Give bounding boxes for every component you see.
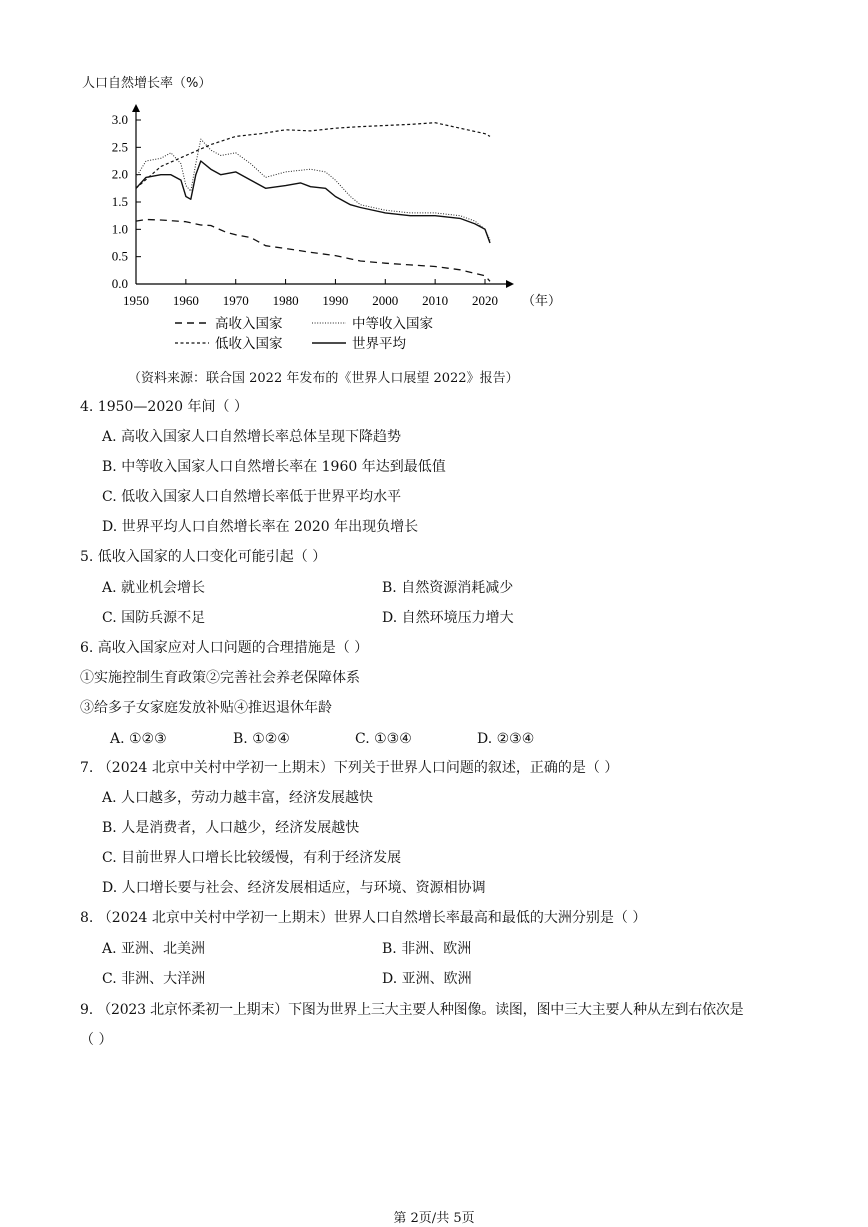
legend-label-3: 低收入国家 — [215, 336, 283, 351]
x-tick-label: 2010 — [422, 293, 449, 308]
question-6-option-a: A. ①②③ — [110, 731, 167, 747]
x-tick-label: 1970 — [222, 293, 249, 308]
x-tick-label: 1990 — [322, 293, 349, 308]
question-8-option-b: B. 非洲、欧洲 — [382, 941, 472, 957]
legend-label-2: 中等收入国家 — [352, 316, 433, 331]
y-tick-label: 2.0 — [111, 166, 128, 182]
question-8-stem: 8. （2024 北京中关村中学初一上期末）世界人口自然增长率最高和最低的大洲分别是（ ） — [80, 910, 647, 926]
question-6-item-line-2: ③给多子女家庭发放补贴④推迟退休年龄 — [80, 700, 332, 716]
question-4-stem: 4. 1950—2020 年间（ ） — [80, 399, 248, 415]
question-6-option-b: B. ①②④ — [233, 731, 290, 747]
question-6-item-line-1: ①实施控制生育政策②完善社会养老保障体系 — [80, 670, 360, 686]
chart-y-axis-label: 人口自然增长率（%） — [82, 76, 212, 91]
question-5-stem: 5. 低收入国家的人口变化可能引起（ ） — [80, 549, 327, 565]
question-7-option-d: D. 人口增长要与社会、经济发展相适应，与环境、资源相协调 — [102, 880, 486, 896]
x-tick-label: 1950 — [123, 293, 149, 308]
question-7-option-a: A. 人口越多，劳动力越丰富，经济发展越快 — [102, 790, 374, 806]
page-footer: 第 2页/共 5页 — [393, 1211, 475, 1226]
question-4-option-c: C. 低收入国家人口自然增长率低于世界平均水平 — [102, 489, 402, 505]
question-9-stem: 9. （2023 北京怀柔初一上期末）下图为世界上三大主要人种图像。读图，图中三大主要人种从左到右依次是 — [80, 1002, 744, 1018]
question-8-option-d: D. 亚洲、欧洲 — [382, 971, 472, 987]
x-axis-unit-label: （年） — [522, 293, 562, 308]
y-tick-label: 0.5 — [111, 248, 128, 264]
question-8-option-a: A. 亚洲、北美洲 — [102, 941, 206, 957]
question-7-stem: 7. （2024 北京中关村中学初一上期末）下列关于世界人口问题的叙述，正确的是（ ） — [80, 760, 619, 776]
question-5-option-b: B. 自然资源消耗减少 — [382, 580, 514, 596]
legend-label-4: 世界平均 — [352, 336, 406, 351]
x-tick-label: 1960 — [172, 293, 199, 308]
y-axis-arrow — [132, 104, 140, 112]
question-6-option-c: C. ①③④ — [355, 731, 412, 747]
question-6-stem: 6. 高收入国家应对人口问题的合理措施是（ ） — [80, 640, 369, 656]
series-line-2 — [136, 139, 490, 240]
y-tick-label: 2.5 — [111, 139, 128, 155]
x-axis-arrow — [506, 280, 514, 288]
series-line-3 — [136, 123, 490, 189]
y-tick-label: 1.0 — [111, 221, 128, 237]
question-5-option-d: D. 自然环境压力增大 — [382, 610, 514, 626]
y-tick-label: 0.0 — [111, 276, 128, 291]
question-5-option-c: C. 国防兵源不足 — [102, 610, 206, 626]
question-7-option-c: C. 目前世界人口增长比较缓慢，有利于经济发展 — [102, 850, 402, 866]
x-tick-label: 2020 — [472, 293, 498, 308]
question-7-option-b: B. 人是消费者，人口越少，经济发展越快 — [102, 820, 360, 836]
question-4-option-d: D. 世界平均人口自然增长率在 2020 年出现负增长 — [102, 519, 419, 535]
question-4-option-b: B. 中等收入国家人口自然增长率在 1960 年达到最低值 — [102, 459, 446, 475]
question-5-option-a: A. 就业机会增长 — [102, 580, 206, 596]
question-4-option-a: A. 高收入国家人口自然增长率总体呈现下降趋势 — [102, 429, 402, 445]
chart-source-note: （资料来源：联合国 2022 年发布的《世界人口展望 2022》报告） — [128, 371, 519, 386]
legend-label-1: 高收入国家 — [215, 316, 283, 331]
y-tick-label: 3.0 — [111, 112, 128, 127]
question-9-stem-continued: （ ） — [80, 1032, 113, 1048]
y-tick-label: 1.5 — [111, 194, 128, 209]
series-line-4 — [136, 161, 490, 243]
question-8-option-c: C. 非洲、大洋洲 — [102, 971, 206, 987]
question-6-option-d: D. ②③④ — [477, 731, 535, 747]
x-tick-label: 2000 — [372, 293, 399, 308]
series-line-1 — [136, 220, 490, 282]
x-tick-label: 1980 — [272, 293, 299, 308]
